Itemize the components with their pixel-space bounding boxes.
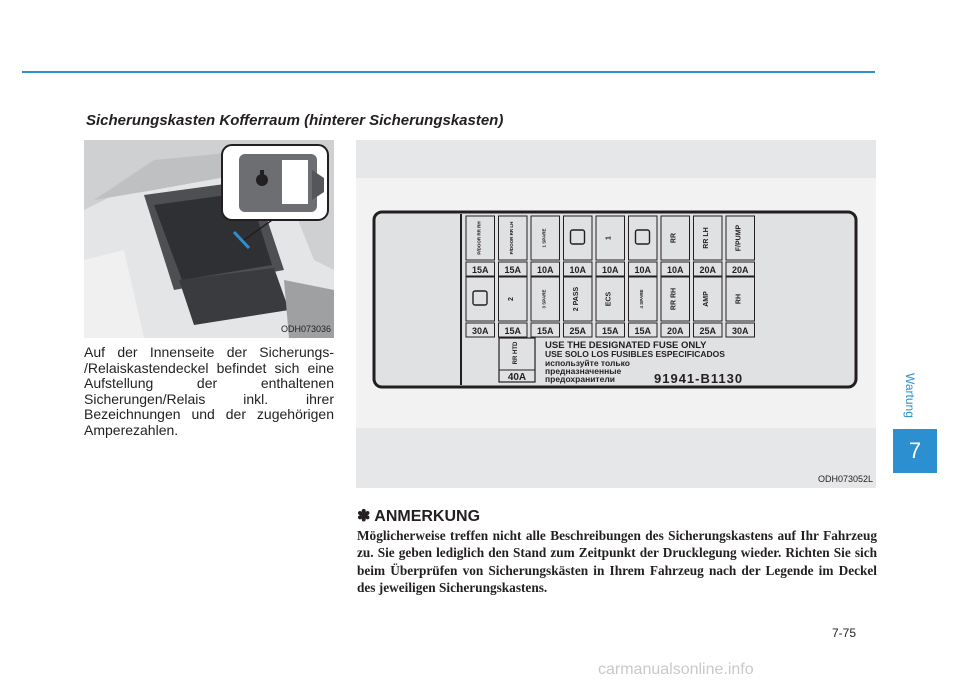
note-heading-text: ANMERKUNG	[374, 508, 481, 525]
fuse-name-label: F/PUMP	[735, 224, 743, 252]
fuse-amp-label: 15A	[634, 326, 652, 336]
part-number: 91941-B1130	[654, 371, 744, 386]
fuse-amp-label: 30A	[731, 326, 749, 336]
fuse-amp-label: 15A	[504, 326, 522, 336]
fuse-name-label: 2 PASS	[572, 286, 580, 312]
fuse-amp-label: 30A	[471, 326, 489, 336]
chapter-side-label: Wartung	[903, 372, 917, 418]
fuse-name-label: P/DOOR RR LH	[508, 221, 514, 255]
fuse-amp-label: 15A	[471, 265, 489, 275]
trunk-photo	[84, 140, 334, 338]
fuse-amp-label: 10A	[666, 265, 684, 275]
fuse-amp-label: 10A	[601, 265, 619, 275]
diagram-code: ODH073052L	[817, 474, 873, 484]
fuse-amp-label: 10A	[634, 265, 652, 275]
fuse-box-diagram	[356, 140, 876, 488]
fuse-amp-label: 15A	[601, 326, 619, 336]
fuse-panel	[356, 140, 876, 488]
note-symbol: ✽	[357, 508, 371, 525]
trunk-illustration	[84, 140, 334, 338]
fuse-amp-label: 20A	[666, 326, 684, 336]
fuse-name-label: RR LH	[702, 227, 710, 249]
fuse-name-label: RR	[670, 232, 678, 244]
fuse-name-label: 2	[507, 297, 515, 301]
photo-code: ODH073036	[280, 324, 331, 334]
notice-ru-1: используйте только	[545, 358, 630, 368]
fuse-amp-label: 15A	[536, 326, 554, 336]
fuse-amp-label: 20A	[731, 265, 749, 275]
fuse-name-label: 3 SPARE	[541, 289, 547, 309]
htd-amp: 40A	[507, 372, 527, 383]
fuse-amp-label: 25A	[569, 326, 587, 336]
top-rule	[22, 71, 875, 73]
notice-es: USE SOLO LOS FUSIBLES ESPECIFICADOS	[545, 349, 725, 359]
fuse-name-label: P/DOOR RR RH	[476, 221, 482, 255]
note-text: Möglicherweise treffen nicht alle Beschreibungen des Sicherungskastens auf Ihr Fahrzeug zu. Sie geben lediglich den Stand zum Zeitpunkt der Drucklegung wieder. Richten Sie sich beim Überprüfen von Sicherungskästen in Ihrem Fahrzeug nach der Legende im Deckel des jeweiligen Sicherungskastens.	[357, 528, 877, 595]
watermark: carmanualsonline.info	[598, 661, 754, 678]
fuse-name-label: RH	[735, 293, 743, 305]
section-title: Sicherungskasten Kofferraum (hinterer Sicherungskasten)	[86, 112, 504, 129]
fuse-amp-label: 15A	[504, 265, 522, 275]
fuse-name-label: 1	[605, 236, 613, 240]
chapter-tab: 7	[893, 429, 937, 473]
notice-ru-3: предохранители	[545, 374, 615, 384]
fuse-amp-label: 25A	[699, 326, 717, 336]
note-heading	[357, 506, 480, 526]
fuse-name-label: 4 SPARE	[638, 289, 644, 309]
fuse-name-label: ECS	[605, 291, 613, 307]
fuse-name-label: AMP	[702, 291, 710, 307]
body-text: Auf der Innenseite der Sicherungs- /Relaiskastendeckel befindet sich eine Aufstellung der enthaltenen Sicherungen/Relais inkl. ihrer Bezeichnungen und der zugehörigen Amperezahlen.	[84, 344, 334, 438]
notice-en: USE THE DESIGNATED FUSE ONLY	[545, 340, 707, 351]
notice-ru-2: предназначенные	[545, 366, 622, 376]
fuse-name-label: RR RH	[670, 287, 678, 311]
fuse-name-label: 1 SPARE	[541, 228, 547, 248]
fuse-amp-label: 10A	[536, 265, 554, 275]
htd-label: RR HTD	[513, 341, 519, 365]
fuse-amp-label: 10A	[569, 265, 587, 275]
page-number: 7-75	[832, 626, 857, 640]
fuse-amp-label: 20A	[699, 265, 717, 275]
